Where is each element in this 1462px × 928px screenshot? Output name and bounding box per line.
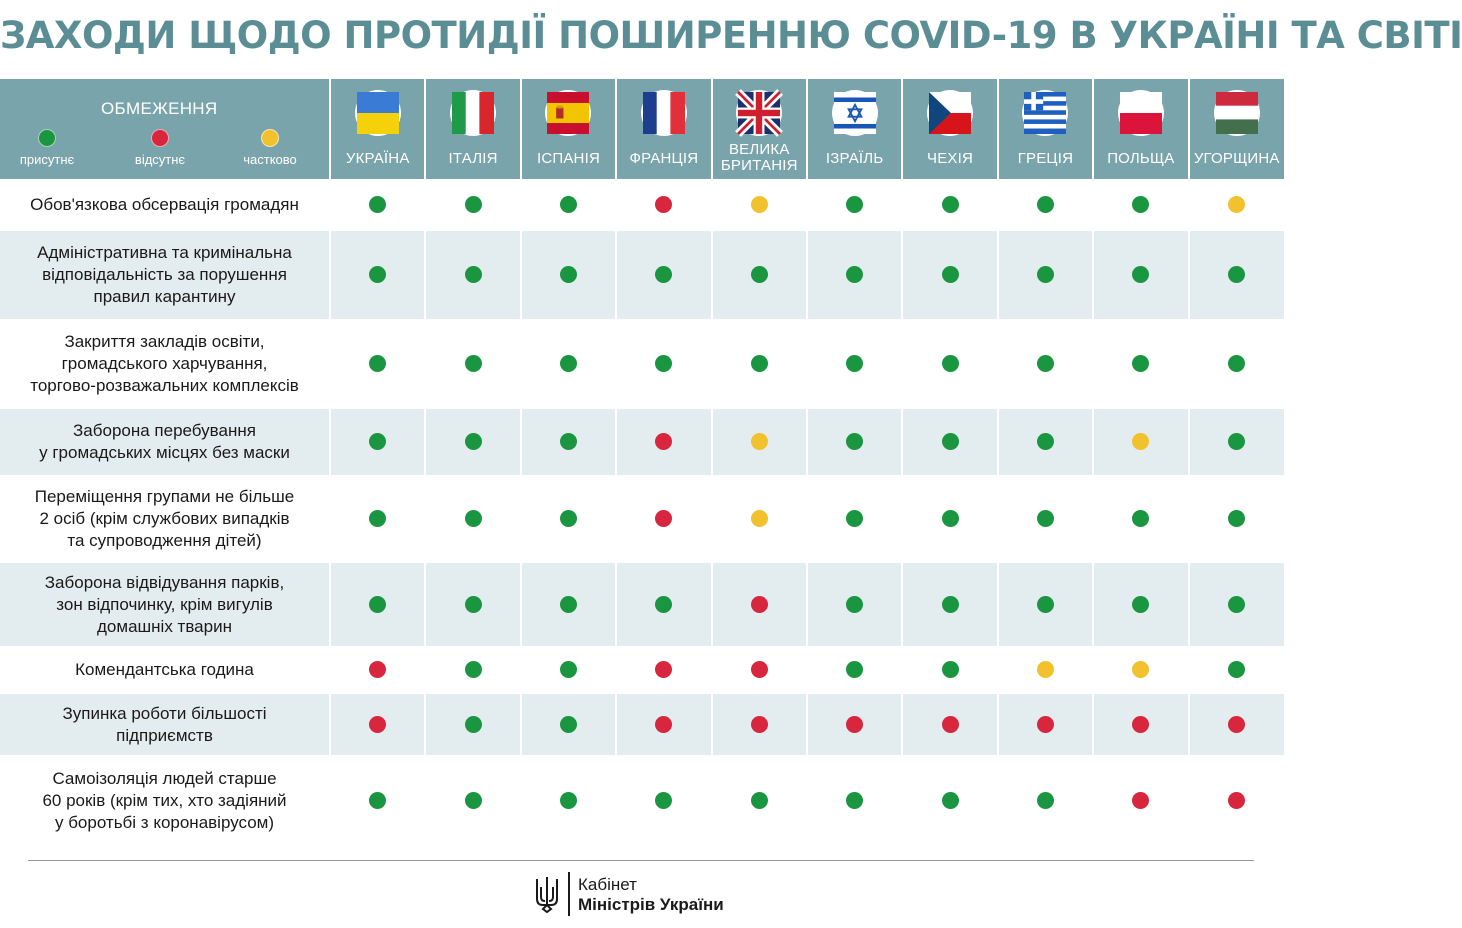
uk-flag-icon xyxy=(736,90,782,136)
present-dot-icon xyxy=(560,510,577,527)
measure-label-line: Зупинка роботи більшості xyxy=(62,703,267,723)
status-cell xyxy=(1189,755,1284,847)
status-cell xyxy=(1189,231,1284,319)
status-cell xyxy=(998,319,1093,409)
footer-separator xyxy=(568,872,570,916)
country-name: ІСПАНІЯ xyxy=(536,150,600,167)
status-cell xyxy=(330,409,425,475)
absent-dot-icon xyxy=(1037,716,1054,733)
absent-dot-icon xyxy=(1228,792,1245,809)
status-cell xyxy=(521,319,616,409)
country-header-italy xyxy=(425,79,520,179)
status-cell xyxy=(807,319,902,409)
measure-label-line: та супроводження дітей) xyxy=(67,531,262,550)
present-dot-icon xyxy=(465,510,482,527)
status-cell xyxy=(330,755,425,847)
status-cell xyxy=(425,694,520,755)
table-row xyxy=(0,319,1284,409)
present-dot-icon xyxy=(942,596,959,613)
trident-icon xyxy=(534,875,560,913)
status-cell xyxy=(998,755,1093,847)
measure-label-line: 60 років (крім тих, хто задіяний xyxy=(42,791,287,810)
status-cell xyxy=(425,231,520,319)
greece-flag-icon xyxy=(1022,90,1068,136)
status-cell xyxy=(712,755,807,847)
present-dot-icon xyxy=(560,196,577,213)
footer-divider xyxy=(28,860,1254,861)
country-name: ГРЕЦІЯ xyxy=(1017,150,1074,167)
present-dot-icon xyxy=(369,792,386,809)
present-dot-icon xyxy=(846,433,863,450)
status-cell xyxy=(330,179,425,231)
present-dot-icon xyxy=(1228,355,1245,372)
status-cell xyxy=(1189,179,1284,231)
measure-label-line: у боротьбі з коронавірусом) xyxy=(54,813,275,832)
table-row xyxy=(0,179,1284,231)
country-name: УКРАЇНА xyxy=(345,150,410,167)
status-cell xyxy=(998,475,1093,563)
status-cell xyxy=(616,563,711,646)
country-header-ukraine xyxy=(330,79,425,179)
present-dot-icon xyxy=(655,792,672,809)
partial-dot-icon xyxy=(751,510,768,527)
czechia-flag-icon xyxy=(927,90,973,136)
country-name: ЧЕХІЯ xyxy=(927,150,974,167)
present-dot-icon xyxy=(942,266,959,283)
header-row xyxy=(0,79,1284,179)
measure-label xyxy=(0,475,330,563)
present-dot-icon xyxy=(1228,433,1245,450)
israel-flag-icon xyxy=(832,90,878,136)
status-cell xyxy=(902,179,997,231)
status-cell xyxy=(616,694,711,755)
country-name-line1: ВЕЛИКА xyxy=(728,141,790,158)
poland-flag-icon xyxy=(1118,90,1164,136)
measures-body xyxy=(0,179,1284,847)
country-header-israel xyxy=(807,79,902,179)
measure-label-line: підприємств xyxy=(116,725,213,745)
absent-dot-icon xyxy=(942,716,959,733)
absent-dot-icon xyxy=(369,661,386,678)
present-dot-icon xyxy=(655,355,672,372)
absent-dot-icon xyxy=(1132,792,1149,809)
present-dot-icon xyxy=(465,792,482,809)
present-dot-icon xyxy=(942,792,959,809)
status-cell xyxy=(1093,231,1188,319)
present-dot-icon xyxy=(1037,596,1054,613)
present-dot-icon xyxy=(1037,196,1054,213)
footer-line1: Кабінет xyxy=(578,875,637,894)
measure-label-line: 2 осіб (крім службових випадків xyxy=(39,509,290,528)
country-header-hungary xyxy=(1189,79,1284,179)
status-cell xyxy=(521,694,616,755)
measure-label xyxy=(0,319,330,409)
status-cell xyxy=(521,755,616,847)
table-row xyxy=(0,409,1284,475)
absent-dot-icon xyxy=(1228,716,1245,733)
status-cell xyxy=(1093,409,1188,475)
partial-dot-icon xyxy=(1037,661,1054,678)
footer-line2: Міністрів України xyxy=(578,895,724,914)
measure-label-line: громадського харчування, xyxy=(61,354,268,373)
measure-label-line: Самоізоляція людей старше xyxy=(52,769,277,788)
measure-label-line: Заборона відвідування парків, xyxy=(44,572,285,592)
partial-dot-icon xyxy=(1132,433,1149,450)
present-dot-icon xyxy=(846,196,863,213)
present-dot-icon xyxy=(560,661,577,678)
status-cell xyxy=(521,563,616,646)
present-dot-icon xyxy=(751,792,768,809)
present-dot-icon xyxy=(846,661,863,678)
present-dot-icon xyxy=(1132,266,1149,283)
status-cell xyxy=(330,231,425,319)
measure-label-line: зон відпочинку, крім вигулів xyxy=(56,594,273,614)
country-header-greece xyxy=(998,79,1093,179)
status-cell xyxy=(1189,646,1284,694)
country-header-uk xyxy=(712,79,807,179)
legend-label: присутнє xyxy=(19,152,75,167)
status-cell xyxy=(425,755,520,847)
country-header-poland xyxy=(1093,79,1188,179)
present-dot-icon xyxy=(560,716,577,733)
footer-logo xyxy=(534,872,774,916)
absent-dot-icon xyxy=(655,661,672,678)
present-dot-icon xyxy=(1037,510,1054,527)
status-cell xyxy=(1093,475,1188,563)
absent-dot-icon xyxy=(655,510,672,527)
present-dot-icon xyxy=(465,661,482,678)
status-cell xyxy=(807,231,902,319)
present-dot-icon xyxy=(655,596,672,613)
present-dot-icon xyxy=(1132,196,1149,213)
status-cell xyxy=(521,409,616,475)
status-cell xyxy=(807,755,902,847)
present-dot-icon xyxy=(1228,661,1245,678)
present-dot-icon xyxy=(846,792,863,809)
present-dot-icon xyxy=(942,433,959,450)
measure-label-line: Адміністративна та кримінальна xyxy=(37,243,292,262)
measures-table xyxy=(0,79,1284,847)
italy-flag-icon xyxy=(450,90,496,136)
present-dot-icon xyxy=(465,196,482,213)
table-row xyxy=(0,475,1284,563)
present-dot-icon xyxy=(465,355,482,372)
status-cell xyxy=(1093,694,1188,755)
status-cell xyxy=(902,475,997,563)
status-cell xyxy=(998,409,1093,475)
table-row xyxy=(0,563,1284,646)
measure-label xyxy=(0,179,330,231)
legend-item-partial xyxy=(225,129,315,169)
status-cell xyxy=(521,646,616,694)
absent-dot-icon xyxy=(655,196,672,213)
status-cell xyxy=(1189,475,1284,563)
measure-label-line: у громадських місцях без маски xyxy=(39,443,290,462)
status-cell xyxy=(1189,563,1284,646)
measure-label xyxy=(0,646,330,694)
partial-dot-icon xyxy=(261,129,279,147)
status-cell xyxy=(616,755,711,847)
status-cell xyxy=(807,563,902,646)
status-cell xyxy=(902,563,997,646)
page-title: ЗАХОДИ ЩОДО ПРОТИДІЇ ПОШИРЕННЮ COVID-19 В УКРАЇНІ ТА СВІТІ xyxy=(0,14,1462,57)
status-cell xyxy=(712,179,807,231)
absent-dot-icon xyxy=(1132,716,1149,733)
status-cell xyxy=(998,694,1093,755)
present-dot-icon xyxy=(560,266,577,283)
status-cell xyxy=(807,409,902,475)
absent-dot-icon xyxy=(751,661,768,678)
present-dot-icon xyxy=(846,266,863,283)
legend-item-absent xyxy=(115,129,205,169)
present-dot-icon xyxy=(846,355,863,372)
status-cell xyxy=(1189,409,1284,475)
country-header-czechia xyxy=(902,79,997,179)
present-dot-icon xyxy=(1228,510,1245,527)
present-dot-icon xyxy=(465,596,482,613)
france-flag-icon xyxy=(641,90,687,136)
status-cell xyxy=(616,231,711,319)
present-dot-icon xyxy=(942,355,959,372)
partial-dot-icon xyxy=(1228,196,1245,213)
present-dot-icon xyxy=(1132,355,1149,372)
measure-label-line: домашніх тварин xyxy=(97,616,232,636)
measure-label-line: правил карантину xyxy=(93,287,236,306)
measure-label-line: торгово-розважальних комплексів xyxy=(30,376,299,395)
status-cell xyxy=(902,755,997,847)
hungary-flag-icon xyxy=(1214,90,1260,136)
present-dot-icon xyxy=(465,266,482,283)
present-dot-icon xyxy=(369,196,386,213)
status-cell xyxy=(1093,179,1188,231)
measure-label-line: Закриття закладів освіти, xyxy=(64,332,265,351)
status-cell xyxy=(521,179,616,231)
present-dot-icon xyxy=(38,129,56,147)
status-cell xyxy=(902,694,997,755)
measure-label xyxy=(0,694,330,755)
present-dot-icon xyxy=(751,355,768,372)
partial-dot-icon xyxy=(751,196,768,213)
status-cell xyxy=(902,646,997,694)
status-cell xyxy=(425,475,520,563)
legend-title: ОБМЕЖЕННЯ xyxy=(101,99,218,118)
present-dot-icon xyxy=(1037,355,1054,372)
country-name: ІТАЛІЯ xyxy=(448,150,498,167)
country-name: УГОРЩИНА xyxy=(1193,150,1280,167)
status-cell xyxy=(425,179,520,231)
measure-label-line: Обов'язкова обсервація громадян xyxy=(30,195,299,214)
status-cell xyxy=(521,475,616,563)
country-name xyxy=(713,142,806,174)
measure-label xyxy=(0,563,330,646)
status-cell xyxy=(425,409,520,475)
absent-dot-icon xyxy=(751,596,768,613)
status-cell xyxy=(902,319,997,409)
measure-label-line: відповідальність за порушення xyxy=(42,265,287,284)
status-cell xyxy=(425,646,520,694)
status-cell xyxy=(902,231,997,319)
measure-label-line: Заборона перебування xyxy=(73,421,256,440)
status-cell xyxy=(1093,755,1188,847)
table-row xyxy=(0,755,1284,847)
status-cell xyxy=(712,694,807,755)
absent-dot-icon xyxy=(655,433,672,450)
present-dot-icon xyxy=(942,510,959,527)
present-dot-icon xyxy=(369,355,386,372)
status-cell xyxy=(807,179,902,231)
country-name: ФРАНЦІЯ xyxy=(629,150,699,167)
status-cell xyxy=(712,409,807,475)
present-dot-icon xyxy=(560,792,577,809)
status-cell xyxy=(616,646,711,694)
present-dot-icon xyxy=(369,266,386,283)
country-name-line2: БРИТАНІЯ xyxy=(720,157,798,174)
status-cell xyxy=(616,475,711,563)
legend-label: частково xyxy=(243,152,297,167)
table-row xyxy=(0,646,1284,694)
status-cell xyxy=(998,231,1093,319)
country-header-france xyxy=(616,79,711,179)
country-name: ІЗРАЇЛЬ xyxy=(825,150,884,167)
measure-label-line: Переміщення групами не більше xyxy=(34,487,295,506)
present-dot-icon xyxy=(1228,596,1245,613)
table-row xyxy=(0,694,1284,755)
status-cell xyxy=(712,563,807,646)
status-cell xyxy=(616,319,711,409)
present-dot-icon xyxy=(1132,596,1149,613)
present-dot-icon xyxy=(1228,266,1245,283)
status-cell xyxy=(425,563,520,646)
legend-label: відсутнє xyxy=(134,152,186,167)
present-dot-icon xyxy=(1037,433,1054,450)
absent-dot-icon xyxy=(655,716,672,733)
status-cell xyxy=(1189,319,1284,409)
status-cell xyxy=(712,646,807,694)
partial-dot-icon xyxy=(1132,661,1149,678)
partial-dot-icon xyxy=(751,433,768,450)
present-dot-icon xyxy=(560,355,577,372)
status-cell xyxy=(425,319,520,409)
present-dot-icon xyxy=(846,596,863,613)
status-cell xyxy=(616,179,711,231)
present-dot-icon xyxy=(465,716,482,733)
absent-dot-icon xyxy=(369,716,386,733)
status-cell xyxy=(712,475,807,563)
status-cell xyxy=(1189,694,1284,755)
present-dot-icon xyxy=(846,510,863,527)
present-dot-icon xyxy=(560,596,577,613)
present-dot-icon xyxy=(369,596,386,613)
status-cell xyxy=(1093,646,1188,694)
status-cell xyxy=(807,475,902,563)
status-cell xyxy=(330,646,425,694)
status-cell xyxy=(330,475,425,563)
present-dot-icon xyxy=(1037,792,1054,809)
status-cell xyxy=(521,231,616,319)
absent-dot-icon xyxy=(846,716,863,733)
status-cell xyxy=(712,319,807,409)
status-cell xyxy=(712,231,807,319)
ukraine-flag-icon xyxy=(355,90,401,136)
present-dot-icon xyxy=(560,433,577,450)
measure-label xyxy=(0,409,330,475)
present-dot-icon xyxy=(942,196,959,213)
status-cell xyxy=(807,694,902,755)
present-dot-icon xyxy=(1132,510,1149,527)
legend xyxy=(0,79,329,179)
status-cell xyxy=(807,646,902,694)
status-cell xyxy=(330,319,425,409)
absent-dot-icon xyxy=(751,716,768,733)
measure-label-line: Комендантська година xyxy=(75,660,254,679)
present-dot-icon xyxy=(1037,266,1054,283)
status-cell xyxy=(330,694,425,755)
country-name: ПОЛЬЩА xyxy=(1107,150,1175,167)
measure-label xyxy=(0,231,330,319)
legend-cell xyxy=(0,79,330,179)
status-cell xyxy=(998,563,1093,646)
present-dot-icon xyxy=(942,661,959,678)
measure-label xyxy=(0,755,330,847)
present-dot-icon xyxy=(465,433,482,450)
status-cell xyxy=(1093,563,1188,646)
status-cell xyxy=(998,646,1093,694)
status-cell xyxy=(902,409,997,475)
absent-dot-icon xyxy=(151,129,169,147)
spain-flag-icon xyxy=(545,90,591,136)
legend-item-present xyxy=(2,129,92,169)
status-cell xyxy=(330,563,425,646)
present-dot-icon xyxy=(751,266,768,283)
status-cell xyxy=(616,409,711,475)
table-row xyxy=(0,231,1284,319)
present-dot-icon xyxy=(655,266,672,283)
present-dot-icon xyxy=(369,510,386,527)
present-dot-icon xyxy=(369,433,386,450)
country-header-spain xyxy=(521,79,616,179)
status-cell xyxy=(1093,319,1188,409)
status-cell xyxy=(998,179,1093,231)
